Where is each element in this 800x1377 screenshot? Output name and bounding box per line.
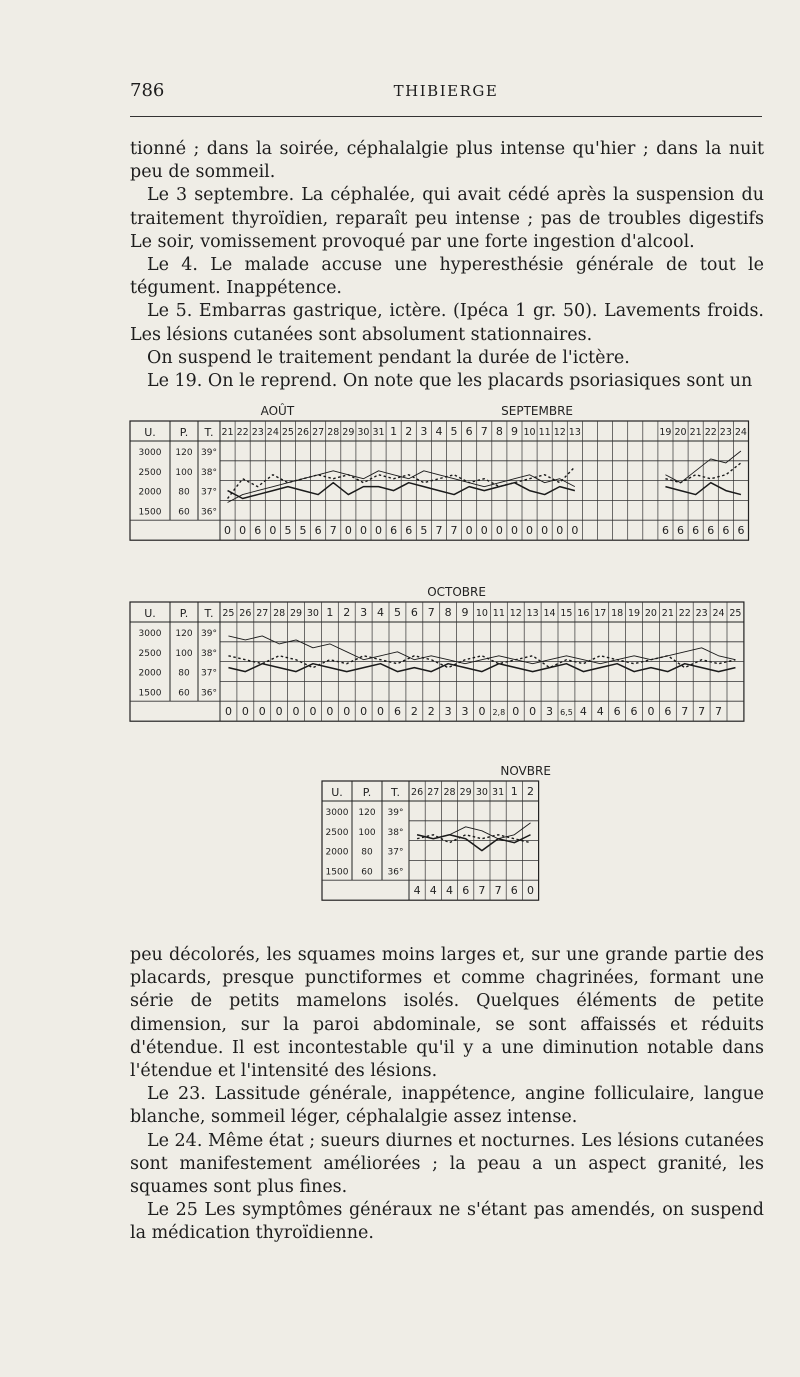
axis-row-label: 39° [201,448,217,458]
day-label: 24 [266,427,279,438]
day-label: 20 [674,427,687,438]
day-label: 19 [659,427,672,438]
day-label: 1 [326,606,334,619]
day-label: 11 [538,427,551,438]
axis-row-label: 2500 [138,648,162,659]
axis-row-label: 120 [358,808,376,818]
count-label: 0 [510,524,518,538]
count-label: 7 [478,884,486,898]
count-label: 2 [410,705,418,719]
count-label: 6,5 [560,708,573,718]
column-header: T. [204,607,214,620]
count-label: 5 [299,524,307,538]
count-label: 0 [258,705,266,719]
count-label: 0 [541,524,549,538]
count-label: 0 [556,524,564,538]
day-label: 22 [236,427,249,438]
count-label: 0 [495,524,503,538]
day-label: 25 [729,608,742,619]
count-label: 3 [461,705,469,719]
count-label: 7 [681,705,689,719]
chart-1 [130,403,749,540]
column-header: U. [331,786,343,799]
count-label: 4 [413,884,421,898]
day-label: 23 [719,427,732,438]
day-label: 7 [427,606,435,619]
day-label: 5 [393,606,401,619]
day-label: 9 [461,606,469,619]
count-label: 0 [527,884,534,898]
count-label: 4 [446,884,453,898]
day-label: 21 [661,608,674,619]
count-label: 0 [326,705,334,719]
axis-row-label: 1500 [138,507,162,518]
axis-row-label: 2000 [325,847,349,858]
axis-row-label: 36° [201,688,217,699]
day-label: 3 [360,606,368,619]
axis-row-label: 1500 [138,688,162,699]
day-label: 28 [327,427,340,438]
count-label: 2,8 [492,708,506,718]
day-label: 13 [568,427,581,438]
day-label: 27 [312,427,325,438]
axis-row-label: 60 [178,507,190,518]
day-label: 10 [475,608,488,619]
day-label: 30 [306,608,319,619]
count-label: 6 [462,884,470,898]
count-label: 0 [343,705,351,719]
day-label: 27 [427,787,440,798]
count-label: 0 [275,705,283,719]
count-label: 6 [390,524,398,538]
count-label: 0 [224,705,232,719]
axis-row-label: 36° [387,867,404,878]
axis-row-label: 60 [361,867,373,878]
day-label: 11 [492,608,505,619]
count-label: 7 [450,524,458,538]
day-label: 23 [695,608,708,619]
paragraph: Le 25 Les symptômes généraux ne s'étant pas amendés, on suspend la médication thyroïdienne. [130,1200,764,1244]
day-label: 16 [577,608,590,619]
day-label: 29 [342,427,355,438]
day-label: 20 [644,608,657,619]
day-label: 29 [290,608,303,619]
day-label: 31 [372,427,385,438]
day-label: 4 [435,425,443,438]
count-label: 0 [309,705,317,719]
day-label: 28 [443,787,456,798]
column-header: T. [204,426,214,439]
count-label: 7 [494,884,502,898]
day-label: 27 [256,608,269,619]
count-label: 0 [360,705,368,719]
paragraph: peu décolorés, les squames moins larges et, sur une grande partie des placards, presque punctiformes et comme chagrinées, formant une série de petits mamelons isolés. Quelques éléments de petite dimension, sur la paroi abdominale, se sont affaissés et réduits d'étendue. Il est incontestable qu'il y a une diminution notable dans l'étendue et l'intensité des lésions. [130,945,764,1082]
day-label: 1 [510,785,518,798]
count-label: 6 [737,524,745,538]
day-label: 31 [492,787,505,798]
count-label: 5 [284,524,292,538]
axis-row-label: 3000 [138,448,162,458]
count-label: 0 [224,524,232,538]
count-label: 0 [571,524,579,538]
axis-row-label: 38° [201,648,217,659]
axis-row-label: 1500 [325,867,349,878]
count-label: 4 [429,884,437,898]
month-label: AOÛT [260,404,295,418]
axis-row-label: 2000 [138,487,162,498]
axis-row-label: 39° [387,808,404,818]
day-label: 26 [239,608,252,619]
day-label: 12 [553,427,566,438]
count-label: 4 [596,705,604,719]
page-number: 786 [130,80,165,101]
count-label: 0 [377,705,385,719]
count-label: 0 [359,524,367,538]
count-label: 0 [241,705,249,719]
count-label: 7 [715,705,723,719]
day-label: 13 [526,608,539,619]
day-label: 24 [712,608,725,619]
axis-row-label: 37° [201,487,217,498]
count-label: 6 [405,524,413,538]
paragraph: Le 19. On le reprend. On note que les placards psoriasiques sont un [147,371,753,392]
count-label: 4 [579,705,587,719]
count-label: 6 [707,524,715,538]
axis-row-label: 100 [358,827,376,838]
count-label: 6 [254,524,262,538]
count-label: 7 [435,524,443,538]
day-label: 17 [594,608,607,619]
count-label: 0 [529,705,537,719]
count-label: 5 [420,524,428,538]
day-label: 21 [689,427,702,438]
paragraph: Le 4. Le malade accuse une hyperesthésie générale de tout le tégument. Inappétence. [130,255,764,299]
day-label: 30 [357,427,370,438]
day-label: 3 [420,425,428,438]
day-label: 18 [611,608,624,619]
count-label: 0 [292,705,300,719]
axis-row-label: 80 [178,668,190,679]
count-label: 0 [526,524,534,538]
axis-row-label: 3000 [325,808,349,818]
day-label: 22 [678,608,691,619]
axis-row-label: 2500 [138,467,162,478]
axis-row-label: 2500 [325,827,349,838]
day-label: 6 [465,425,473,438]
day-label: 22 [704,427,717,438]
chart-3 [322,764,551,900]
day-label: 12 [509,608,522,619]
day-label: 2 [343,606,351,619]
count-label: 3 [546,705,554,719]
day-label: 24 [734,427,747,438]
axis-row-label: 120 [175,629,193,639]
axis-row-label: 3000 [138,629,162,639]
day-label: 19 [628,608,641,619]
axis-row-label: 100 [175,648,193,659]
day-label: 2 [405,425,413,438]
month-label: SEPTEMBRE [501,404,574,418]
day-label: 26 [297,427,310,438]
column-header: T. [391,786,400,799]
day-label: 21 [221,427,234,438]
day-label: 7 [480,425,488,438]
axis-row-label: 80 [361,847,373,858]
day-label: 2 [527,785,534,798]
day-label: 8 [444,606,452,619]
count-label: 7 [698,705,706,719]
axis-row-label: 120 [175,448,193,458]
day-label: 4 [377,606,385,619]
count-label: 0 [375,524,383,538]
day-label: 25 [281,427,294,438]
axis-row-label: 39° [201,629,217,639]
axis-row-label: 36° [201,507,217,518]
day-label: 1 [390,425,398,438]
axis-row-label: 37° [387,847,404,858]
paragraph: tionné ; dans la soirée, céphalalgie plus intense qu'hier ; dans la nuit peu de sommeil. [130,139,764,183]
column-header: U. [144,426,156,439]
axis-row-label: 37° [201,668,217,679]
paragraph: Le 5. Embarras gastrique, ictère. (Ipéca 1 gr. 50). Lavements froids. Les lésions cutanées sont absolument stationnaires. [130,301,764,345]
axis-row-label: 100 [175,467,193,478]
paragraph: Le 3 septembre. La céphalée, qui avait cédé après la suspension du traitement thyroïdien, reparaît peu intense ; pas de troubles digestifs Le soir, vomissement provoqué par une forte ingestion d'alcool. [130,185,764,252]
count-label: 0 [480,524,488,538]
day-label: 23 [251,427,264,438]
day-label: 28 [273,608,286,619]
count-label: 6 [692,524,700,538]
count-label: 6 [314,524,322,538]
day-label: 9 [510,425,518,438]
count-label: 6 [613,705,621,719]
count-label: 6 [630,705,638,719]
day-label: 5 [450,425,458,438]
month-label: OCTOBRE [427,585,486,599]
running-title: THIBIERGE [393,82,499,100]
paragraph: Le 23. Lassitude générale, inappétence, angine folliculaire, langue blanche, sommeil léger, céphalalgie assez intense. [130,1084,764,1128]
count-label: 6 [664,705,672,719]
count-label: 0 [344,524,352,538]
column-header: P. [362,786,372,799]
column-header: P. [179,607,189,620]
axis-row-label: 38° [201,467,217,478]
day-label: 30 [475,787,488,798]
count-label: 3 [444,705,452,719]
day-label: 14 [543,608,556,619]
count-label: 6 [677,524,685,538]
axis-row-label: 60 [178,688,190,699]
column-header: U. [144,607,156,620]
day-label: 29 [459,787,472,798]
axis-row-label: 38° [387,827,404,838]
count-label: 6 [393,705,401,719]
paragraph: On suspend le traitement pendant la durée de l'ictère. [147,347,630,368]
axis-row-label: 2000 [138,668,162,679]
count-label: 0 [512,705,520,719]
count-label: 6 [722,524,730,538]
count-label: 6 [661,524,669,538]
paragraph: Le 24. Même état ; sueurs diurnes et nocturnes. Les lésions cutanées sont manifestement améliorées ; la peau a un aspect granité, les squames sont plus fines. [130,1130,764,1198]
count-label: 0 [647,705,655,719]
count-label: 7 [329,524,337,538]
axis-row-label: 80 [178,487,190,498]
count-label: 0 [269,524,277,538]
day-label: 10 [523,427,536,438]
count-label: 0 [465,524,473,538]
month-label: NOVBRE [500,764,551,778]
count-label: 6 [510,884,518,898]
day-label: 8 [495,425,503,438]
text-block-bottom [130,944,764,1246]
day-label: 26 [411,787,424,798]
column-header: P. [179,426,189,439]
count-label: 2 [427,705,435,719]
day-label: 6 [410,606,418,619]
count-label: 0 [478,705,486,719]
day-label: 25 [222,608,235,619]
count-label: 0 [239,524,247,538]
chart-2 [130,585,744,721]
day-label: 15 [560,608,573,619]
